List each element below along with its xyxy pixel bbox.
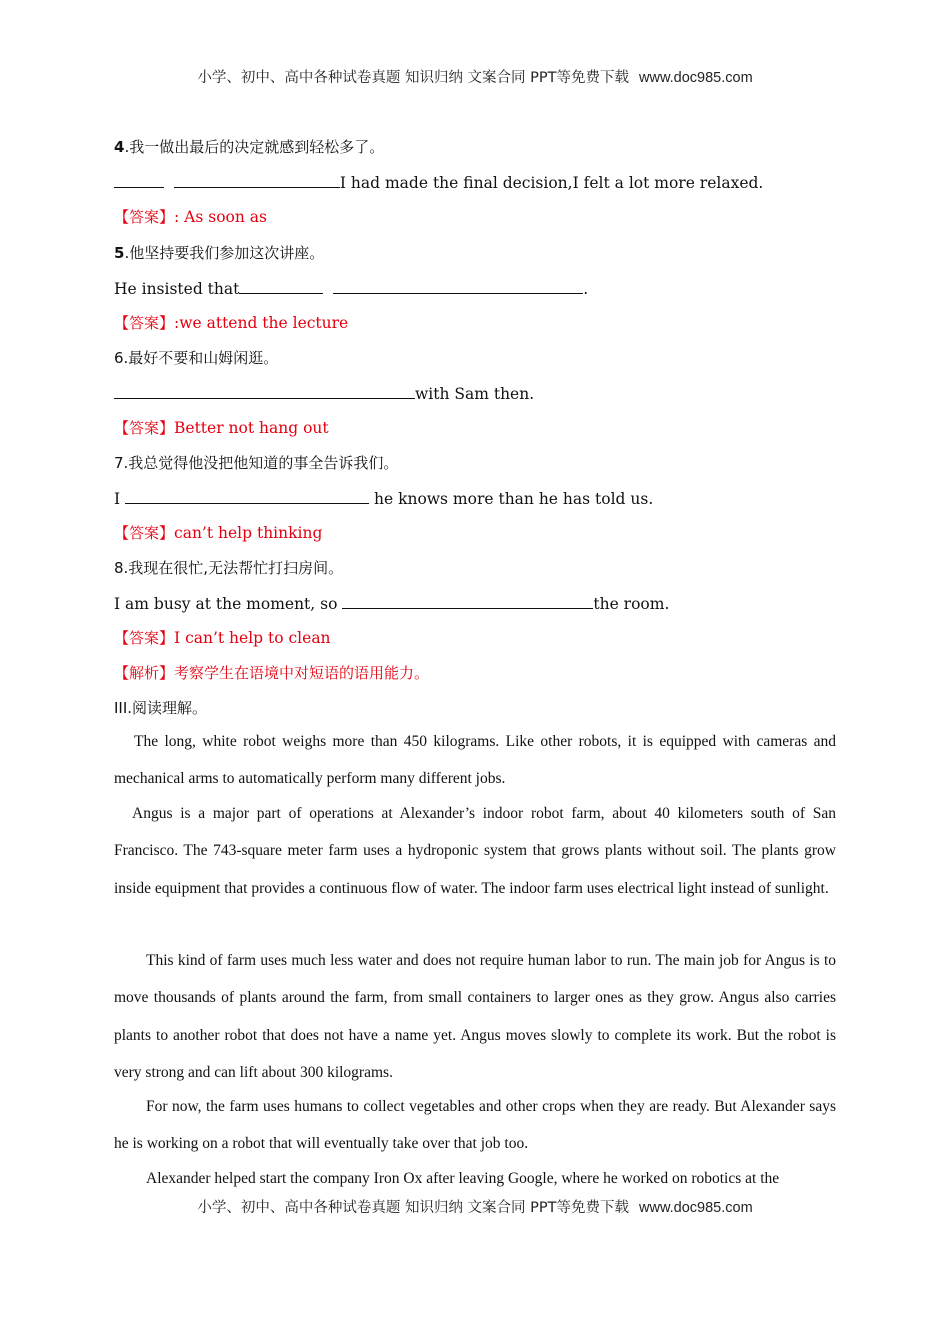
- question-4-answer: [114, 207, 267, 227]
- footer-text: 小学、初中、高中各种试卷真题 知识归纳 文案合同 PPT等免费下载: [197, 1200, 630, 1216]
- question-4-prompt: [114, 137, 384, 157]
- question-text: 7.我总觉得他没把他知道的事全告诉我们。: [114, 454, 399, 472]
- answer-blank[interactable]: [239, 278, 323, 294]
- answer-blank[interactable]: [333, 278, 583, 294]
- sentence-text: .: [583, 280, 589, 298]
- answer-text: Better not hang out: [174, 419, 329, 437]
- footer-url[interactable]: www.doc985.com: [639, 1200, 753, 1216]
- question-4-sentence: [114, 172, 763, 193]
- answer-text: can’t help thinking: [174, 524, 323, 542]
- sentence-text: He insisted that: [114, 280, 240, 298]
- answer-label: 【答案】: [114, 629, 175, 647]
- question-5-sentence: [114, 278, 588, 299]
- answer-label: 【答案】: [114, 314, 175, 332]
- question-text: 6.最好不要和山姆闲逛。: [114, 349, 279, 367]
- analysis-text: 考察学生在语境中对短语的语用能力。: [174, 664, 430, 682]
- answer-text: I can’t help to clean: [174, 629, 331, 647]
- header-url[interactable]: www.doc985.com: [639, 70, 753, 86]
- question-6-sentence: [114, 383, 534, 404]
- answer-blank[interactable]: [342, 593, 593, 609]
- analysis: [114, 663, 429, 683]
- question-7-prompt: [114, 453, 398, 473]
- question-8-prompt: [114, 558, 343, 578]
- question-8-sentence: [114, 593, 669, 614]
- question-7-sentence: [114, 488, 653, 509]
- question-6-answer: [114, 418, 329, 438]
- passage-paragraph-4: For now, the farm uses humans to collect vegetables and other crops when they are ready. But Alexander says he is working on a robot that will eventually take over that job too.: [114, 1098, 836, 1153]
- answer-text: : As soon as: [174, 208, 267, 226]
- page-header: [0, 66, 950, 87]
- sentence-text: I am busy at the moment, so: [114, 595, 343, 613]
- sentence-text: he knows more than he has told us.: [369, 490, 654, 508]
- question-text: 8.我现在很忙,无法帮忙打扫房间。: [114, 559, 344, 577]
- passage-paragraph-1: The long, white robot weighs more than 450 kilograms. Like other robots, it is equipped with cameras and mechanical arms to automatically perform many different jobs.: [114, 733, 836, 788]
- sentence-text: the room.: [593, 595, 670, 613]
- answer-blank[interactable]: [125, 488, 369, 504]
- question-8-answer: [114, 628, 331, 648]
- answer-blank[interactable]: [114, 383, 415, 399]
- page-footer: [0, 1196, 950, 1217]
- passage-paragraph-2: Angus is a major part of operations at Alexander’s indoor robot farm, about 40 kilometers south of San Francisco. The 743-square meter farm uses a hydroponic system that grows plants without soil. The plants grow inside equipment that provides a continuous flow of water. The indoor farm uses electrical light instead of sunlight.: [114, 805, 836, 897]
- question-5-answer: [114, 313, 348, 333]
- passage-paragraph-5: Alexander helped start the company Iron Ox after leaving Google, where he worked on robotics at the: [146, 1170, 780, 1187]
- sentence-text: with Sam then.: [415, 385, 535, 403]
- question-6-prompt: [114, 348, 278, 368]
- header-text: 小学、初中、高中各种试卷真题 知识归纳 文案合同 PPT等免费下载: [197, 70, 630, 86]
- question-text: .他坚持要我们参加这次讲座。: [124, 244, 325, 262]
- sentence-text: I: [114, 490, 121, 508]
- sentence-text: I had made the final decision,I felt a lot more relaxed.: [339, 174, 764, 192]
- analysis-label: 【解析】: [114, 664, 175, 682]
- answer-label: 【答案】: [114, 208, 175, 226]
- answer-text: :we attend the lecture: [174, 314, 349, 332]
- answer-blank[interactable]: [114, 172, 164, 188]
- answer-label: 【答案】: [114, 524, 175, 542]
- question-7-answer: [114, 523, 322, 543]
- passage-paragraph-3: This kind of farm uses much less water and does not require human labor to run. The main job for Angus is to move thousands of plants around the farm, from small containers to larger ones as they grow. Angus also carries plants to another robot that does not have a name yet. Angus moves slowly to complete its work. But the robot is very strong and can lift about 300 kilograms.: [114, 952, 836, 1081]
- question-5-prompt: [114, 243, 324, 263]
- answer-label: 【答案】: [114, 419, 175, 437]
- section-title: III.阅读理解。: [114, 699, 208, 717]
- question-number: 5: [114, 244, 125, 262]
- question-text: .我一做出最后的决定就感到轻松多了。: [124, 138, 385, 156]
- answer-blank[interactable]: [174, 172, 340, 188]
- question-number: 4: [114, 138, 125, 156]
